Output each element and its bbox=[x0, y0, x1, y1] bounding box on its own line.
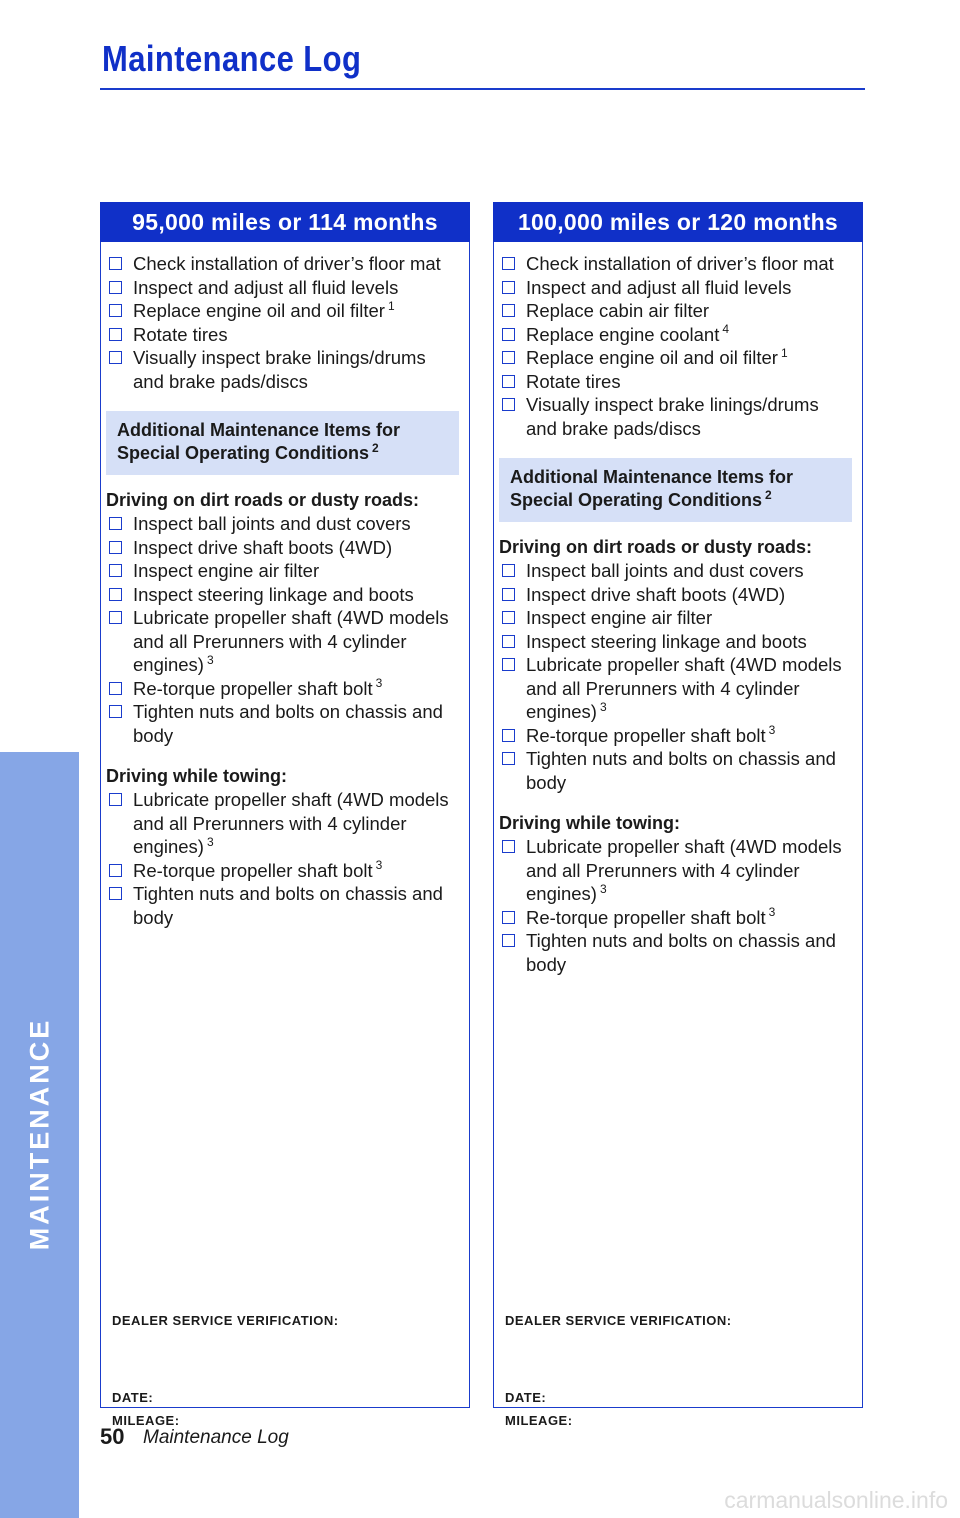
maintenance-panel-100000 bbox=[493, 202, 863, 1428]
checklist-item-label: Lubricate propeller shaft (4WD models and all Prerunners with 4 cylinder engines) bbox=[526, 836, 842, 904]
checklist-item-label: Inspect and adjust all fluid levels bbox=[133, 276, 399, 298]
checklist-item bbox=[499, 299, 852, 323]
mileage-label: MILEAGE: bbox=[112, 1413, 180, 1428]
checklist-item-label: Re-torque propeller shaft bolt bbox=[526, 724, 766, 746]
checklist-item-label: Re-torque propeller shaft bolt bbox=[133, 859, 373, 881]
checklist-item bbox=[499, 583, 852, 607]
footnote-marker: 3 bbox=[599, 881, 607, 896]
checklist-item bbox=[106, 323, 459, 347]
checkbox-icon[interactable] bbox=[502, 934, 515, 947]
checklist-item-label: Inspect ball joints and dust covers bbox=[133, 513, 411, 534]
checkbox-icon[interactable] bbox=[109, 705, 122, 718]
checkbox-icon[interactable] bbox=[109, 351, 122, 364]
checkbox-icon[interactable] bbox=[502, 257, 515, 270]
checklist-item-label: Re-torque propeller shaft bolt bbox=[526, 906, 766, 928]
checkbox-icon[interactable] bbox=[109, 257, 122, 270]
checkbox-icon[interactable] bbox=[502, 375, 515, 388]
checkbox-icon[interactable] bbox=[502, 351, 515, 364]
checklist-item bbox=[499, 835, 852, 906]
checkbox-icon[interactable] bbox=[502, 304, 515, 317]
checklist-item bbox=[106, 559, 459, 583]
checklist-item-label: Replace engine coolant bbox=[526, 323, 720, 345]
checkbox-icon[interactable] bbox=[502, 588, 515, 601]
footnote-marker: 3 bbox=[768, 905, 776, 920]
checklist-item-label: Inspect ball joints and dust covers bbox=[526, 560, 804, 581]
checklist-item-label: Check installation of driver’s floor mat bbox=[526, 253, 834, 274]
special-conditions-line1: Additional Maintenance Items for bbox=[117, 420, 401, 440]
checklist-item bbox=[106, 859, 459, 883]
checklist-item bbox=[106, 512, 459, 536]
checklist-item-label: Visually inspect brake linings/drums and brake pads/discs bbox=[526, 394, 819, 439]
checklist-item bbox=[499, 929, 852, 976]
footnote-marker: 4 bbox=[722, 322, 730, 337]
checkbox-icon[interactable] bbox=[109, 304, 122, 317]
checkbox-icon[interactable] bbox=[502, 752, 515, 765]
footnote-marker: 3 bbox=[599, 699, 607, 714]
footnote-marker: 2 bbox=[372, 441, 379, 455]
checklist-item bbox=[106, 252, 459, 276]
checklist-item bbox=[499, 653, 852, 724]
checklist-item bbox=[499, 606, 852, 630]
checklist-item bbox=[106, 536, 459, 560]
special-conditions-box bbox=[106, 411, 459, 475]
footnote-marker: 3 bbox=[206, 834, 214, 849]
checklist-item bbox=[499, 906, 852, 930]
checkbox-icon[interactable] bbox=[109, 541, 122, 554]
dirt-roads-heading: Driving on dirt roads or dusty roads: bbox=[499, 537, 813, 557]
checkbox-icon[interactable] bbox=[109, 793, 122, 806]
special-conditions-line1: Additional Maintenance Items for bbox=[510, 467, 794, 487]
checklist-item-label: Re-torque propeller shaft bolt bbox=[133, 677, 373, 699]
checklist bbox=[494, 252, 862, 440]
special-conditions-box bbox=[499, 458, 852, 522]
checklist-item-label: Inspect drive shaft boots (4WD) bbox=[133, 536, 393, 558]
checklist-item-label: Rotate tires bbox=[526, 370, 621, 392]
footnote-marker: 3 bbox=[206, 652, 214, 667]
page-title: Maintenance Log bbox=[102, 38, 362, 79]
checklist-item-label: Lubricate propeller shaft (4WD models and all Prerunners with 4 cylinder engines) bbox=[133, 607, 449, 675]
mileage-label: MILEAGE: bbox=[505, 1413, 573, 1428]
checkbox-icon[interactable] bbox=[109, 611, 122, 624]
checkbox-icon[interactable] bbox=[109, 682, 122, 695]
footnote-marker: 1 bbox=[387, 298, 395, 313]
dirt-roads-heading: Driving on dirt roads or dusty roads: bbox=[106, 490, 420, 510]
checklist-item bbox=[106, 788, 459, 859]
checklist-item-label: Inspect engine air filter bbox=[133, 560, 320, 581]
checklist-item-label: Inspect steering linkage and boots bbox=[133, 583, 414, 605]
checklist-item bbox=[499, 370, 852, 394]
checkbox-icon[interactable] bbox=[109, 887, 122, 900]
checkbox-icon[interactable] bbox=[502, 281, 515, 294]
special-conditions-line2: Special Operating Conditions bbox=[510, 490, 763, 510]
checklist-item-label: Replace cabin air filter bbox=[526, 300, 710, 321]
checklist-item bbox=[499, 346, 852, 370]
checkbox-icon[interactable] bbox=[502, 658, 515, 671]
checkbox-icon[interactable] bbox=[109, 328, 122, 341]
checklist-item-label: Tighten nuts and bolts on chassis and body bbox=[526, 748, 836, 793]
checkbox-icon[interactable] bbox=[502, 729, 515, 742]
checklist-item bbox=[106, 583, 459, 607]
towing-heading: Driving while towing: bbox=[106, 766, 287, 786]
checklist-item bbox=[499, 630, 852, 654]
checklist-item-label: Replace engine oil and oil filter bbox=[526, 347, 778, 368]
checklist-item-label: Tighten nuts and bolts on chassis and body bbox=[133, 701, 443, 746]
checklist-item bbox=[499, 252, 852, 276]
checklist-item bbox=[499, 747, 852, 794]
checkbox-icon[interactable] bbox=[502, 328, 515, 341]
special-conditions-line2: Special Operating Conditions bbox=[117, 443, 370, 463]
checkbox-icon[interactable] bbox=[109, 564, 122, 577]
checklist bbox=[101, 252, 469, 393]
checklist-item bbox=[499, 559, 852, 583]
footnote-marker: 1 bbox=[780, 345, 788, 360]
watermark: carmanualsonline.info bbox=[724, 1487, 948, 1513]
checklist-item bbox=[499, 323, 852, 347]
checklist-item bbox=[499, 276, 852, 300]
towing-checklist bbox=[494, 835, 862, 976]
checkbox-icon[interactable] bbox=[109, 517, 122, 530]
checklist-item bbox=[106, 606, 459, 677]
checklist-item-label: Visually inspect brake linings/drums and brake pads/discs bbox=[133, 347, 426, 392]
checklist-item bbox=[106, 677, 459, 701]
footnote-marker: 3 bbox=[375, 858, 383, 873]
footnote-marker: 2 bbox=[765, 488, 772, 502]
checklist-item-label: Lubricate propeller shaft (4WD models and all Prerunners with 4 cylinder engines) bbox=[526, 654, 842, 722]
checklist-item bbox=[106, 276, 459, 300]
side-tab-label: MAINTENANCE bbox=[24, 1017, 55, 1251]
footnote-marker: 3 bbox=[768, 723, 776, 738]
checkbox-icon[interactable] bbox=[109, 281, 122, 294]
checkbox-icon[interactable] bbox=[502, 564, 515, 577]
date-label: DATE: bbox=[112, 1390, 154, 1405]
dirt-roads-checklist bbox=[101, 512, 469, 747]
checkbox-icon[interactable] bbox=[502, 911, 515, 924]
checklist-item-label: Inspect steering linkage and boots bbox=[526, 630, 807, 652]
checkbox-icon[interactable] bbox=[502, 840, 515, 853]
checkbox-icon[interactable] bbox=[502, 611, 515, 624]
checkbox-icon[interactable] bbox=[109, 864, 122, 877]
checklist-item-label: Inspect and adjust all fluid levels bbox=[526, 276, 792, 298]
towing-checklist bbox=[101, 788, 469, 929]
panel-body bbox=[100, 242, 470, 1428]
panel-body bbox=[493, 242, 863, 1428]
panel-header: 100,000 miles or 120 months bbox=[493, 202, 863, 242]
checklist-item bbox=[106, 700, 459, 747]
checklist-item bbox=[106, 299, 459, 323]
checklist-item-label: Lubricate propeller shaft (4WD models and all Prerunners with 4 cylinder engines) bbox=[133, 789, 449, 857]
checklist-item-label: Tighten nuts and bolts on chassis and body bbox=[526, 930, 836, 975]
title-divider bbox=[100, 88, 865, 90]
footer-title: Maintenance Log bbox=[143, 1427, 289, 1448]
checklist-item bbox=[106, 346, 459, 393]
maintenance-panel-95000 bbox=[100, 202, 470, 1428]
dealer-verification-label: DEALER SERVICE VERIFICATION: bbox=[112, 1313, 339, 1328]
checklist-item-label: Rotate tires bbox=[133, 323, 228, 345]
date-label: DATE: bbox=[505, 1390, 547, 1405]
dealer-verification-label: DEALER SERVICE VERIFICATION: bbox=[505, 1313, 732, 1328]
checkbox-icon[interactable] bbox=[109, 588, 122, 601]
dirt-roads-checklist bbox=[494, 559, 862, 794]
page-number: 50 bbox=[100, 1424, 125, 1449]
footnote-marker: 3 bbox=[375, 676, 383, 691]
checklist-item-label: Replace engine oil and oil filter bbox=[133, 300, 385, 321]
towing-heading: Driving while towing: bbox=[499, 813, 680, 833]
checklist-item bbox=[499, 393, 852, 440]
checklist-item-label: Inspect engine air filter bbox=[526, 607, 713, 628]
checkbox-icon[interactable] bbox=[502, 398, 515, 411]
checklist-item-label: Check installation of driver’s floor mat bbox=[133, 253, 441, 274]
checklist-item bbox=[106, 882, 459, 929]
checklist-item-label: Inspect drive shaft boots (4WD) bbox=[526, 583, 786, 605]
checklist-item-label: Tighten nuts and bolts on chassis and body bbox=[133, 883, 443, 928]
checklist-item bbox=[499, 724, 852, 748]
checkbox-icon[interactable] bbox=[502, 635, 515, 648]
panel-header: 95,000 miles or 114 months bbox=[100, 202, 470, 242]
